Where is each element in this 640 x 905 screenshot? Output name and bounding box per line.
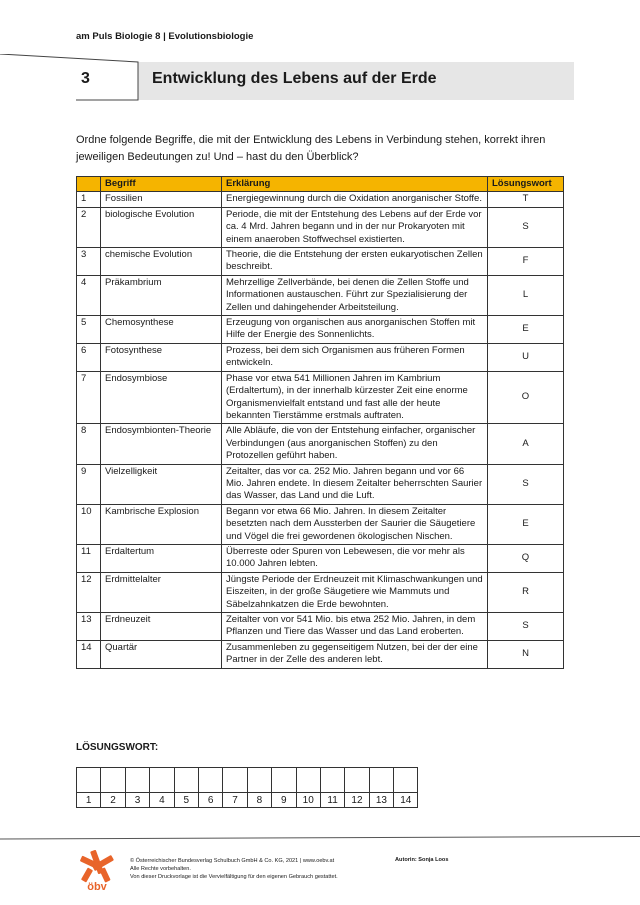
solution-number-cell: 9 [272, 793, 296, 808]
solution-number-cell: 11 [320, 793, 344, 808]
row-solution-letter: U [488, 343, 564, 371]
row-number: 13 [77, 613, 101, 641]
table-row [77, 343, 564, 371]
solution-letter-cell[interactable] [174, 768, 198, 793]
row-number: 4 [77, 275, 101, 315]
task-instruction: Ordne folgende Begriffe, die mit der Entwicklung des Lebens in Verbindung stehen, korrekt ihren jeweiligen Bedeutungen zu! Und – hast du den Überblick? [76, 134, 546, 163]
copyright-block [130, 857, 390, 881]
row-number: 10 [77, 504, 101, 544]
series-header: am Puls Biologie 8 | Evolutionsbiologie [76, 31, 254, 42]
header-solution: Lösungswort [488, 177, 564, 192]
author-credit: Autorin: Sonja Loos [395, 857, 449, 863]
row-explanation: Jüngste Periode der Erdneuzeit mit Klimaschwankungen und Eiszeiten, in der große Säugetiere wie Mammuts und Säbelzahnkatzen die Erde bewohnten. [222, 572, 488, 612]
table-row [77, 613, 564, 641]
row-term: Erdneuzeit [101, 613, 222, 641]
row-explanation: Alle Abläufe, die von der Entstehung einfacher, organischer Verbindungen (aus anorganischen Stoffen) zu den Protozellen geführt haben. [222, 424, 488, 464]
assignment-table [76, 176, 564, 669]
row-term: Erdaltertum [101, 544, 222, 572]
row-term: Quartär [101, 640, 222, 668]
row-number: 7 [77, 371, 101, 424]
row-solution-letter: O [488, 371, 564, 424]
row-term: Fotosynthese [101, 343, 222, 371]
solution-number-cell: 8 [247, 793, 271, 808]
solution-letter-cell[interactable] [320, 768, 344, 793]
row-term: Kambrische Explosion [101, 504, 222, 544]
solution-word-label: LÖSUNGSWORT: [76, 742, 159, 753]
table-row [77, 424, 564, 464]
row-term: Vielzelligkeit [101, 464, 222, 504]
solution-letter-cell[interactable] [296, 768, 320, 793]
header-number [77, 177, 101, 192]
row-term: Erdmittelalter [101, 572, 222, 612]
logo-text: öbv [87, 881, 107, 893]
header-term: Begriff [101, 177, 222, 192]
solution-number-cell: 12 [345, 793, 369, 808]
solution-letter-cell[interactable] [369, 768, 393, 793]
row-term: biologische Evolution [101, 207, 222, 247]
row-solution-letter: S [488, 464, 564, 504]
solution-number-cell: 10 [296, 793, 320, 808]
solution-number-cell: 4 [150, 793, 174, 808]
solution-number-cell: 5 [174, 793, 198, 808]
copy-permission-line: Von dieser Druckvorlage ist die Vervielfältigung für den eigenen Gebrauch gestattet. [130, 874, 338, 880]
row-solution-letter: N [488, 640, 564, 668]
row-explanation: Zeitalter von vor 541 Mio. bis etwa 252 Mio. Jahren, in dem Pflanzen und Tiere das Wasser und das Land eroberten. [222, 613, 488, 641]
row-explanation: Überreste oder Spuren von Lebewesen, die vor mehr als 10.000 Jahren lebten. [222, 544, 488, 572]
row-explanation: Erzeugung von organischen aus anorganischen Stoffen mit Hilfe der Energie des Sonnenlichts. [222, 316, 488, 344]
row-number: 2 [77, 207, 101, 247]
chapter-title: Entwicklung des Lebens auf der Erde [152, 70, 437, 87]
solution-number-cell: 6 [198, 793, 222, 808]
row-explanation: Prozess, bei dem sich Organismen aus früheren Formen entwickeln. [222, 343, 488, 371]
row-explanation: Zusammenleben zu gegenseitigem Nutzen, bei der der eine Partner in der Zelle des anderen lebt. [222, 640, 488, 668]
table-row [77, 316, 564, 344]
solution-letter-cell[interactable] [77, 768, 101, 793]
solution-letter-cell[interactable] [223, 768, 247, 793]
solution-letter-cell[interactable] [198, 768, 222, 793]
solution-letter-cell[interactable] [247, 768, 271, 793]
solution-letter-cell[interactable] [125, 768, 149, 793]
row-solution-letter: S [488, 207, 564, 247]
row-number: 8 [77, 424, 101, 464]
row-explanation: Begann vor etwa 66 Mio. Jahren. In diesem Zeitalter besetzten nach dem Aussterben der Saurier die Säugetiere und Vögel die frei gewordenen ökologischen Nischen. [222, 504, 488, 544]
table-row [77, 544, 564, 572]
table-row [77, 248, 564, 276]
table-row [77, 207, 564, 247]
row-number: 9 [77, 464, 101, 504]
row-solution-letter: S [488, 613, 564, 641]
row-number: 3 [77, 248, 101, 276]
chapter-number: 3 [81, 70, 90, 87]
row-term: Fossilien [101, 192, 222, 207]
copyright-line: © Österreichischer Bundesverlag Schulbuch GmbH & Co. KG, 2021 | www.oebv.at [130, 858, 335, 864]
oebv-logo [76, 848, 118, 894]
row-number: 14 [77, 640, 101, 668]
row-explanation: Theorie, die die Entstehung der ersten eukaryotischen Zellen beschreibt. [222, 248, 488, 276]
row-term: Endosymbiose [101, 371, 222, 424]
solution-letter-cell[interactable] [150, 768, 174, 793]
solution-number-cell: 13 [369, 793, 393, 808]
solution-number-cell: 3 [125, 793, 149, 808]
header-explanation: Erklärung [222, 177, 488, 192]
table-row [77, 192, 564, 207]
row-number: 12 [77, 572, 101, 612]
solution-letter-cell[interactable] [345, 768, 369, 793]
row-term: Chemosynthese [101, 316, 222, 344]
solution-number-cell: 14 [394, 793, 418, 808]
table-row [77, 572, 564, 612]
solution-number-cell: 2 [101, 793, 125, 808]
row-solution-letter: F [488, 248, 564, 276]
row-number: 6 [77, 343, 101, 371]
solution-number-cell: 7 [223, 793, 247, 808]
table-row [77, 504, 564, 544]
footer-divider [0, 836, 640, 840]
row-number: 1 [77, 192, 101, 207]
table-header-row [77, 177, 564, 192]
row-solution-letter: Q [488, 544, 564, 572]
row-explanation: Periode, die mit der Entstehung des Lebens auf der Erde vor ca. 4 Mrd. Jahren begann und in der nur Prokaryoten mit einem anaeroben Stoffwechsel existierten. [222, 207, 488, 247]
row-explanation: Mehrzellige Zellverbände, bei denen die Zellen Stoffe und Informationen austauschen. Führt zur Spezialisierung der Zellen und dahingehender Arbeitsteilung. [222, 275, 488, 315]
row-number: 11 [77, 544, 101, 572]
solution-letter-cell[interactable] [394, 768, 418, 793]
table-row [77, 464, 564, 504]
table-row [77, 640, 564, 668]
table-row [77, 275, 564, 315]
row-term: chemische Evolution [101, 248, 222, 276]
solution-letter-cell[interactable] [101, 768, 125, 793]
row-explanation: Phase vor etwa 541 Millionen Jahren im Kambrium (Erdaltertum), in der innerhalb kürzester Zeit eine enorme Organismenvielfalt entstand und fast alle der heute bekannten Tierstämme erstmals auftraten. [222, 371, 488, 424]
row-solution-letter: A [488, 424, 564, 464]
rights-line: Alle Rechte vorbehalten. [130, 866, 191, 872]
row-solution-letter: L [488, 275, 564, 315]
row-term: Präkambrium [101, 275, 222, 315]
row-solution-letter: E [488, 504, 564, 544]
solution-word-grid [76, 767, 418, 808]
solution-letter-cell[interactable] [272, 768, 296, 793]
solution-number-cell: 1 [77, 793, 101, 808]
row-number: 5 [77, 316, 101, 344]
row-term: Endosymbionten-Theorie [101, 424, 222, 464]
row-explanation: Energiegewinnung durch die Oxidation anorganischer Stoffe. [222, 192, 488, 207]
table-row [77, 371, 564, 424]
row-explanation: Zeitalter, das vor ca. 252 Mio. Jahren begann und vor 66 Mio. Jahren endete. In diesem Zeitalter beherrschten Saurier das Wasser, das Land und die Luft. [222, 464, 488, 504]
row-solution-letter: E [488, 316, 564, 344]
row-solution-letter: R [488, 572, 564, 612]
row-solution-letter: T [488, 192, 564, 207]
